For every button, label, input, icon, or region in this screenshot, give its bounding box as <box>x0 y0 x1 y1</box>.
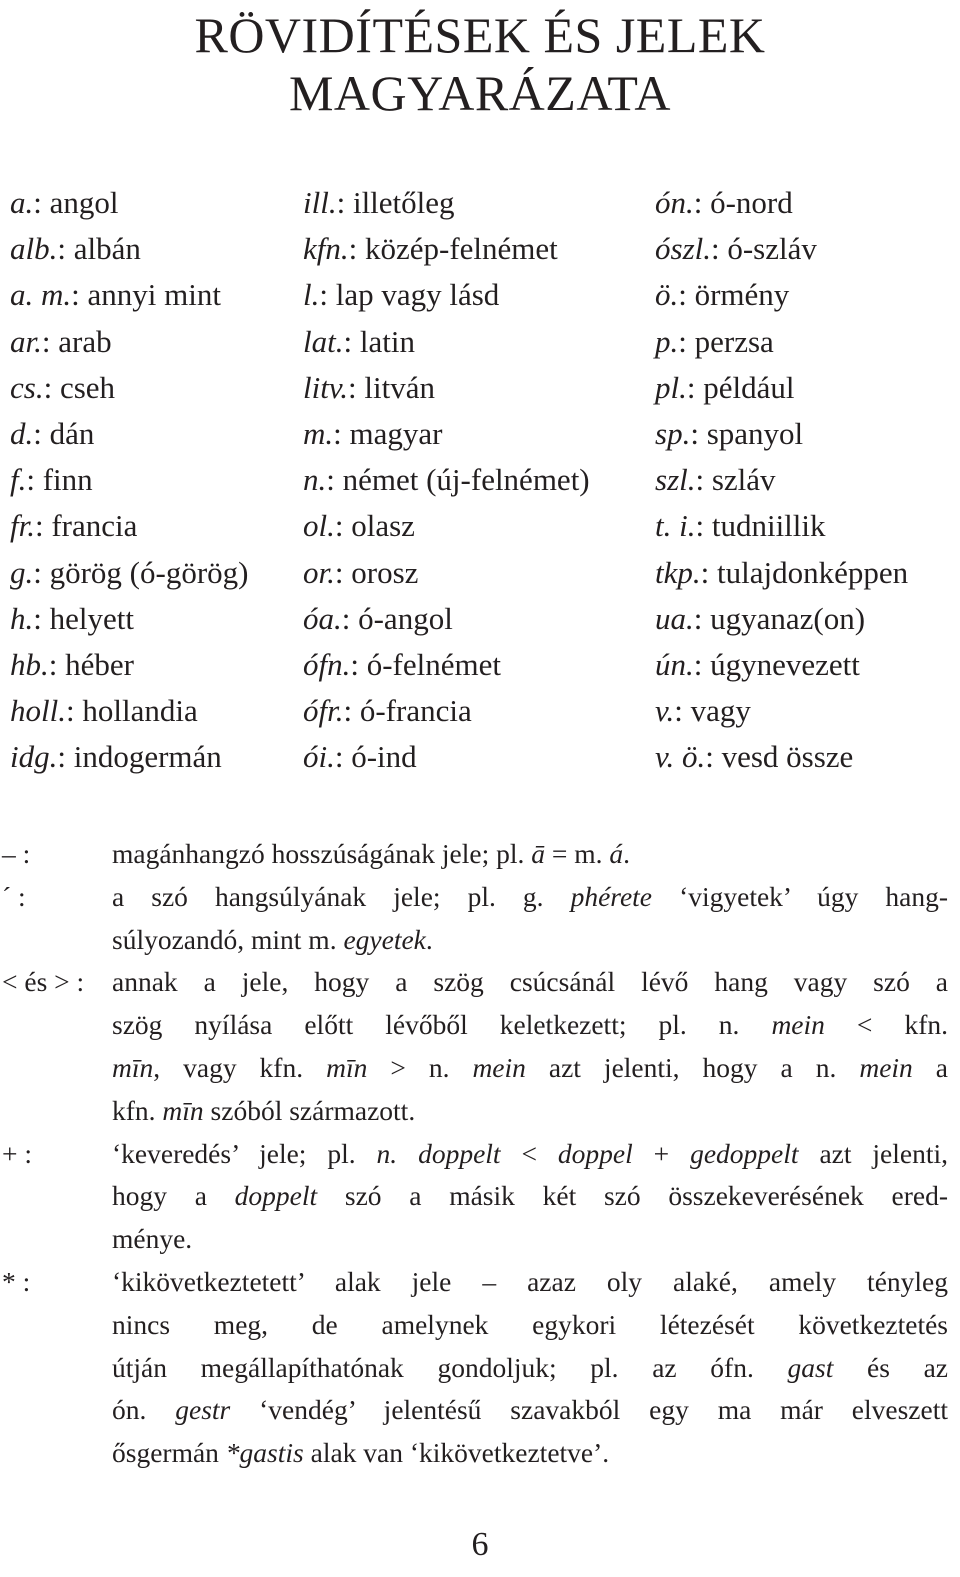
abbreviation-entry <box>655 734 908 780</box>
abbreviation-meaning: : német (új-felnémet) <box>326 462 590 498</box>
text-run: ménye. <box>112 1223 193 1255</box>
abbreviation: m. <box>303 415 334 451</box>
text-run: < <box>500 1137 558 1169</box>
text-run: súlyozandó, mint m. <box>112 923 344 955</box>
description-line <box>112 919 948 962</box>
abbreviation: h. <box>10 600 34 636</box>
text-run: útján megállapíthatónak gondoljuk; pl. az ófn. <box>112 1351 788 1383</box>
italic-term: gestr <box>175 1394 231 1426</box>
abbreviation: idg. <box>10 739 58 775</box>
description-line <box>112 1004 948 1047</box>
abbreviation: ill. <box>303 185 337 220</box>
symbol-entry <box>0 1261 948 1475</box>
symbol-entry <box>0 1133 948 1261</box>
abbreviation: szl. <box>655 462 696 498</box>
abbreviation-entry <box>303 272 590 318</box>
text-run: szóból származott. <box>203 1094 416 1126</box>
abbreviation-meaning: : magyar <box>333 415 443 451</box>
italic-term: phérete <box>570 880 653 912</box>
text-run: azt jelenti, <box>798 1137 948 1169</box>
italic-term: gast <box>787 1351 834 1383</box>
abbreviation-meaning: : ó-nord <box>693 185 793 220</box>
abbreviation: holl. <box>10 693 66 729</box>
abbreviation-entry <box>10 457 248 503</box>
abbreviation-meaning: : helyett <box>33 600 134 636</box>
abbreviation-meaning: : görög (ó-görög) <box>33 554 249 590</box>
abbreviation-meaning: : albán <box>57 231 141 267</box>
abbreviation-column-3 <box>655 180 908 780</box>
abbreviation: p. <box>655 323 679 359</box>
abbreviation: lat. <box>303 323 344 359</box>
abbreviation-meaning: : ó-angol <box>341 600 453 636</box>
abbreviation-entry <box>303 642 590 688</box>
abbreviation-entry <box>10 550 248 596</box>
abbreviation-entry <box>655 457 908 503</box>
abbreviation-meaning: : litván <box>348 369 436 405</box>
abbreviation: tkp. <box>655 554 701 590</box>
symbol-mark: ´ : <box>2 880 26 912</box>
italic-term: egyetek <box>343 923 426 955</box>
abbreviation-meaning: : például <box>686 369 795 405</box>
abbreviation-column-2 <box>303 180 590 780</box>
abbreviation-meaning: : örmény <box>678 277 790 313</box>
abbreviation: a. <box>10 185 34 220</box>
abbreviation: ún. <box>655 646 694 682</box>
italic-term: mein <box>472 1051 526 1083</box>
abbreviation: ószl. <box>655 231 711 267</box>
abbreviation-meaning: : úgynevezett <box>693 646 860 682</box>
abbreviation-entry <box>303 503 590 549</box>
symbol-explanations <box>0 833 948 1475</box>
abbreviation-entry <box>655 365 908 411</box>
abbreviation-entry <box>10 226 248 272</box>
symbol-mark: * : <box>2 1265 31 1297</box>
text-run: ‘vendég’ jelentésű szavakból egy ma már elveszett <box>230 1394 948 1426</box>
description-line <box>112 1389 948 1432</box>
description-line <box>112 876 948 919</box>
italic-term: n. doppelt <box>376 1137 501 1169</box>
abbreviation: t. i. <box>655 508 696 544</box>
abbreviation-meaning: : tudniillik <box>695 508 826 544</box>
abbreviation-entry <box>303 411 590 457</box>
abbreviation: or. <box>303 554 335 590</box>
abbreviation-entry <box>655 642 908 688</box>
abbreviation-entry <box>655 411 908 457</box>
description-line <box>112 1432 948 1475</box>
abbreviation: g. <box>10 554 34 590</box>
text-run: ősgermán <box>112 1437 226 1469</box>
text-run: és az <box>833 1351 948 1383</box>
abbreviation-column-1 <box>10 180 248 780</box>
abbreviation-meaning: : közép-felnémet <box>348 231 558 267</box>
abbreviation-entry <box>303 180 590 226</box>
abbreviation: n. <box>303 462 327 498</box>
abbreviation-meaning: : ó-szláv <box>711 231 817 267</box>
italic-term: á <box>609 838 624 869</box>
text-run: > n. <box>367 1051 473 1083</box>
page-title-line-1: RÖVIDÍTÉSEK ÉS JELEK <box>194 7 766 63</box>
abbreviation-meaning: : tulajdonképpen <box>700 554 909 590</box>
text-run: hogy a <box>112 1180 235 1212</box>
abbreviation-entry <box>303 596 590 642</box>
abbreviation-meaning: : angol <box>33 185 119 220</box>
text-run: ‘kikövetkeztetett’ alak jele – azaz oly alaké, amely tényleg <box>112 1265 948 1297</box>
abbreviation-meaning: : ó-ind <box>334 739 417 775</box>
description-line <box>112 1175 948 1218</box>
abbreviation-entry <box>10 642 248 688</box>
text-run: alak van ‘kikövetkeztetve’. <box>303 1437 610 1469</box>
abbreviation-meaning: : ó-francia <box>343 693 472 729</box>
description-line <box>112 1218 948 1261</box>
abbreviation-meaning: : olasz <box>334 508 415 544</box>
abbreviation-entry <box>655 550 908 596</box>
symbol-description <box>112 833 948 876</box>
abbreviation: ö. <box>655 277 679 313</box>
abbreviation-meaning: : arab <box>41 323 112 359</box>
abbreviation-entry <box>10 734 248 780</box>
symbol-description <box>112 961 948 1132</box>
abbreviation: cs. <box>10 369 44 405</box>
text-run: ón. <box>112 1394 176 1426</box>
description-line <box>112 1304 948 1347</box>
abbreviation: ófn. <box>303 646 351 682</box>
italic-term: doppelt <box>234 1180 318 1212</box>
text-run: < kfn. <box>824 1009 948 1041</box>
description-line <box>112 833 948 876</box>
text-run: ‘vigyetek’ úgy hang- <box>652 880 948 912</box>
abbreviation: ói. <box>303 739 335 775</box>
abbreviation: ón. <box>655 185 694 220</box>
italic-term: mīn <box>112 1051 154 1083</box>
italic-term: doppel <box>557 1137 633 1169</box>
text-run: magánhangzó hosszúságának jele; pl. <box>112 838 532 869</box>
abbreviation: v. ö. <box>655 739 706 775</box>
abbreviation-entry <box>10 319 248 365</box>
text-run: a szó hangsúlyának jele; pl. g. <box>112 880 571 912</box>
symbol-description <box>112 876 948 962</box>
abbreviation-entry <box>655 319 908 365</box>
abbreviation-entry <box>303 365 590 411</box>
italic-term: mīn <box>326 1051 368 1083</box>
abbreviation: kfn. <box>303 231 349 267</box>
abbreviation-meaning: : ó-felnémet <box>350 646 502 682</box>
abbreviation: ua. <box>655 600 694 636</box>
abbreviation-entry <box>303 319 590 365</box>
abbreviation-meaning: : hollandia <box>65 693 198 729</box>
text-run: annak a jele, hogy a szög csúcsánál lévő hang vagy szó a <box>112 966 948 998</box>
abbreviation-meaning: : vesd össze <box>705 739 854 775</box>
abbreviation-entry <box>10 365 248 411</box>
symbol-description <box>112 1133 948 1261</box>
text-run: + <box>632 1137 691 1169</box>
abbreviation-entry <box>655 688 908 734</box>
abbreviation-entry <box>655 272 908 318</box>
italic-term: mein <box>859 1051 913 1083</box>
symbol-mark: < és > : <box>2 966 85 998</box>
abbreviation: f. <box>10 462 27 498</box>
abbreviation-entry <box>303 457 590 503</box>
abbreviation-entry <box>303 550 590 596</box>
abbreviation-entry <box>655 596 908 642</box>
abbreviation: óa. <box>303 600 342 636</box>
abbreviation: sp. <box>655 415 691 451</box>
abbreviation-entry <box>10 688 248 734</box>
abbreviation-meaning: : orosz <box>334 554 419 590</box>
abbreviation-meaning: : cseh <box>43 369 116 405</box>
abbreviation: ol. <box>303 508 335 544</box>
abbreviation-meaning: : lap vagy lásd <box>319 277 500 313</box>
description-line <box>112 1261 948 1304</box>
abbreviation-meaning: : héber <box>48 646 134 682</box>
abbreviation-meaning: : illetőleg <box>336 185 455 220</box>
abbreviation: ófr. <box>303 693 344 729</box>
abbreviation-meaning: : francia <box>35 508 138 544</box>
abbreviation: d. <box>10 415 34 451</box>
text-run: ‘keveredés’ jele; pl. <box>112 1137 377 1169</box>
description-line <box>112 961 948 1004</box>
abbreviation-meaning: : vagy <box>674 693 751 729</box>
text-run: nincs meg, de amelynek egykori létezését következtetés <box>112 1308 948 1340</box>
abbreviation: alb. <box>10 231 58 267</box>
text-run: szög nyílása előtt lévőből keletkezett; pl. n. <box>112 1009 772 1041</box>
abbreviation-entry <box>655 180 908 226</box>
italic-term: ā <box>531 838 545 869</box>
text-run: azt jelenti, hogy a n. <box>525 1051 860 1083</box>
abbreviation: ar. <box>10 323 42 359</box>
text-run: . <box>623 838 631 869</box>
italic-term: mīn <box>162 1094 204 1126</box>
abbreviation-meaning: : dán <box>33 415 95 451</box>
abbreviation: fr. <box>10 508 35 544</box>
italic-term: *gastis <box>225 1437 304 1469</box>
symbol-mark: + : <box>2 1137 33 1169</box>
abbreviation: a. m. <box>10 277 72 313</box>
abbreviation-meaning: : spanyol <box>690 415 804 451</box>
symbol-entry <box>0 833 948 876</box>
abbreviation-meaning: : annyi mint <box>71 277 221 313</box>
abbreviation: hb. <box>10 646 49 682</box>
description-line <box>112 1090 948 1133</box>
abbreviation-entry <box>10 180 248 226</box>
abbreviation-meaning: : perzsa <box>678 323 774 359</box>
abbreviation-entry <box>655 503 908 549</box>
abbreviation-entry <box>303 226 590 272</box>
page-title <box>0 6 960 122</box>
abbreviation-entry <box>303 734 590 780</box>
abbreviation-meaning: : indogermán <box>57 739 222 775</box>
abbreviation-meaning: : ugyanaz(on) <box>693 600 866 636</box>
italic-term: mein <box>771 1009 825 1041</box>
text-run: . <box>425 923 433 955</box>
abbreviation-meaning: : szláv <box>695 462 776 498</box>
page-title-line-2: MAGYARÁZATA <box>288 65 672 121</box>
abbreviation-entry <box>303 688 590 734</box>
abbreviation: v. <box>655 693 675 729</box>
abbreviation-entry <box>655 226 908 272</box>
text-run: = m. <box>545 838 610 869</box>
text-run: kfn. <box>112 1094 163 1126</box>
abbreviation-meaning: : latin <box>343 323 415 359</box>
description-line <box>112 1347 948 1390</box>
abbreviation-meaning: : finn <box>26 462 93 498</box>
text-run: , vagy kfn. <box>153 1051 327 1083</box>
symbol-description <box>112 1261 948 1475</box>
text-run: a <box>912 1051 948 1083</box>
italic-term: gedoppelt <box>690 1137 799 1169</box>
page-number: 6 <box>471 1526 489 1563</box>
abbreviation: l. <box>303 277 320 313</box>
symbol-entry <box>0 961 948 1132</box>
description-line <box>112 1133 948 1176</box>
description-line <box>112 1047 948 1090</box>
symbol-entry <box>0 876 948 962</box>
abbreviation-entry <box>10 272 248 318</box>
abbreviation: litv. <box>303 369 349 405</box>
abbreviation: pl. <box>655 369 687 405</box>
abbreviation-entry <box>10 411 248 457</box>
abbreviation-entry <box>10 503 248 549</box>
abbreviation-entry <box>10 596 248 642</box>
text-run: szó a másik két szó összekeverésének ered- <box>317 1180 948 1212</box>
symbol-mark: – : <box>2 838 31 869</box>
